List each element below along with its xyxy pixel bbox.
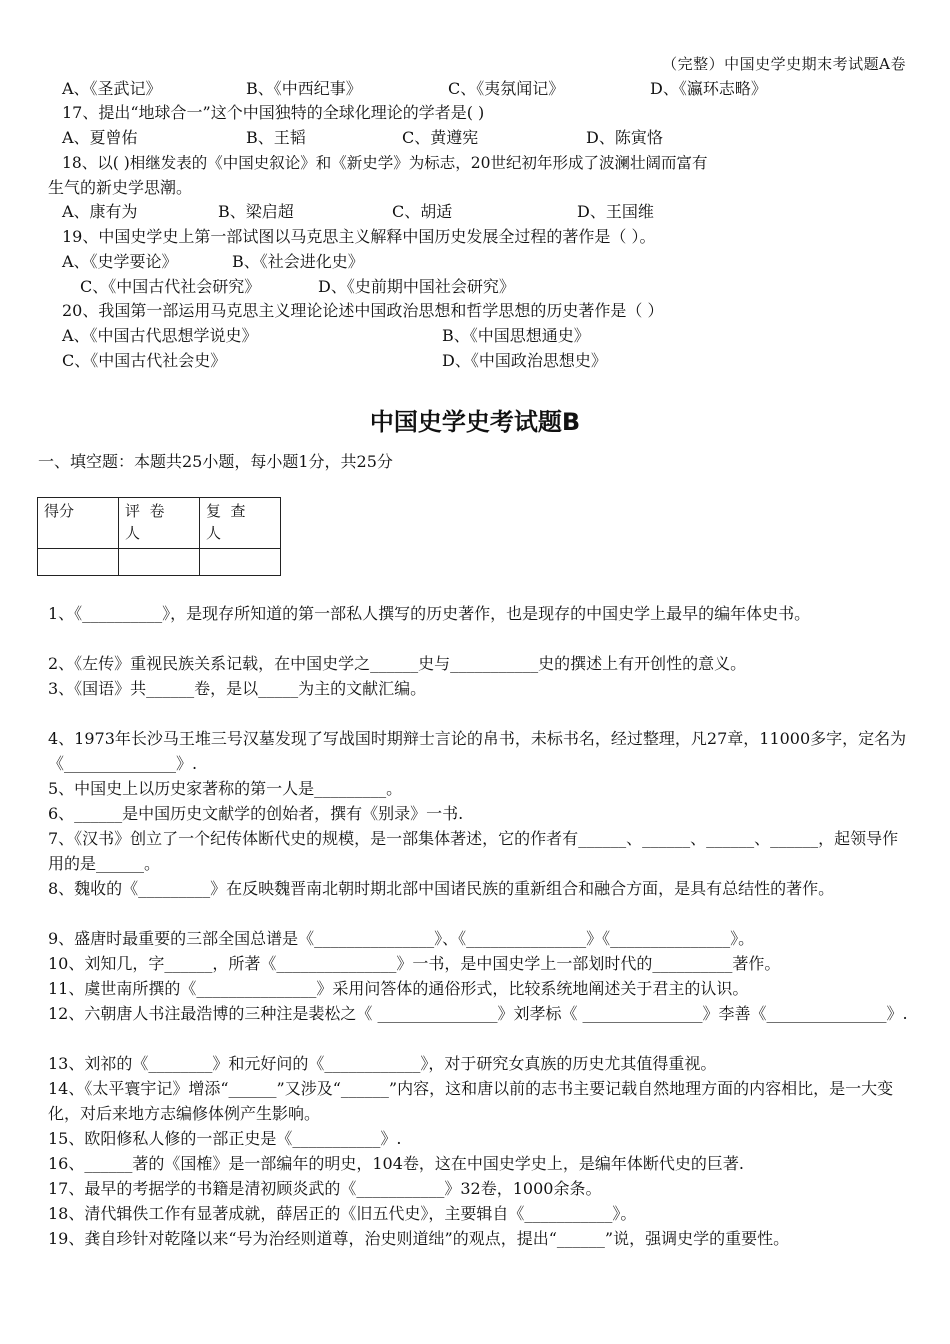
score-cell-label: 得分 — [38, 498, 119, 549]
q19-option-d: D、《史前期中国社会研究》 — [318, 277, 515, 296]
q20-option-a: A、《中国古代思想学说史》 — [62, 326, 258, 345]
q18-stem-line1: 18、以( )相继发表的《中国史叙论》和《新史学》为标志，20世纪初年形成了波澜壮阔而富有 — [62, 154, 708, 172]
fill-question-12: 12、六朝唐人书注最浩博的三种注是裴松之《 _______________》刘孝标《 _______________》李善《_______________》. — [48, 1004, 908, 1023]
q20-option-d: D、《中国政治思想史》 — [442, 351, 607, 370]
reviewer-label-line1: 复 查 — [206, 502, 246, 520]
q18-option-c: C、胡适 — [392, 202, 453, 221]
q19-option-c: C、《中国古代社会研究》 — [80, 277, 261, 296]
grader-entry-cell[interactable] — [119, 549, 200, 576]
grader-label-line2: 人 — [125, 524, 141, 542]
q17-stem: 17、提出“地球合一”这个中国独特的全球化理论的学者是( ) — [62, 103, 485, 122]
q16-option-b: B、《中西纪事》 — [246, 79, 362, 98]
score-table — [37, 497, 281, 576]
fill-question-7: 7、《汉书》创立了一个纪传体断代史的规模，是一部集体著述，它的作者有______、______、______、______，起领导作用的是______。 — [48, 829, 899, 873]
fill-question-13: 13、刘祁的《________》和元好问的《____________》，对于研究女真族的历史尤其值得重视。 — [48, 1054, 717, 1073]
q16-option-a: A、《圣武记》 — [62, 79, 162, 98]
q20-option-c: C、《中国古代社会史》 — [62, 351, 227, 370]
reviewer-entry-cell[interactable] — [200, 549, 281, 576]
grader-label-line1: 评 卷 — [125, 502, 165, 520]
q18-option-b: B、梁启超 — [218, 202, 294, 221]
q19-stem: 19、中国史学史上第一部试图以马克思主义解释中国历史发展全过程的著作是（ ）。 — [62, 227, 656, 246]
q17-option-d: D、陈寅恪 — [586, 128, 663, 147]
fill-question-9: 9、盛唐时最重要的三部全国总谱是《_______________》、《_______________》《_______________》。 — [48, 929, 755, 948]
q18-stem-line2: 生气的新史学思潮。 — [48, 178, 193, 197]
fill-question-16: 16、______著的《国榷》是一部编年的明史，104卷，这在中国史学史上，是编年体断代史的巨著. — [48, 1154, 744, 1173]
q16-option-d: D、《瀛环志略》 — [650, 79, 767, 98]
reviewer-cell-label — [200, 498, 281, 549]
fill-question-2: 2、《左传》重视民族关系记载，在中国史学之______史与___________史的撰述上有开创性的意义。 — [48, 654, 747, 673]
q20-stem: 20、我国第一部运用马克思主义理论论述中国政治思想和哲学思想的历史著作是（ ） — [62, 301, 664, 320]
q19-option-b: B、《社会进化史》 — [232, 252, 364, 271]
fill-question-19: 19、龚自珍针对乾隆以来“号为治经则道尊，治史则道绌”的观点，提出“______”说，强调史学的重要性。 — [48, 1229, 790, 1248]
q17-option-c: C、黄遵宪 — [402, 128, 479, 147]
fill-question-14: 14、《太平寰宇记》增添“______”又涉及“______”内容，这和唐以前的志书主要记载自然地理方面的内容相比，是一大变化，对后来地方志编修体例产生影响。 — [48, 1079, 894, 1123]
q18-option-a: A、康有为 — [62, 202, 138, 221]
grader-cell-label — [119, 498, 200, 549]
reviewer-label-line2: 人 — [206, 524, 222, 542]
fill-question-5: 5、中国史上以历史家著称的第一人是_________。 — [48, 779, 403, 798]
q20-option-b: B、《中国思想通史》 — [442, 326, 590, 345]
fill-question-17: 17、最早的考据学的书籍是清初顾炎武的《___________》32卷，1000余条。 — [48, 1179, 602, 1198]
q18-option-d: D、王国维 — [577, 202, 654, 221]
fill-question-1: 1、《__________》，是现存所知道的第一部私人撰写的历史著作，也是现存的中国史学上最早的编年体史书。 — [48, 604, 811, 623]
fill-question-8: 8、魏收的《_________》在反映魏晋南北朝时期北部中国诸民族的重新组合和融合方面，是具有总结性的著作。 — [48, 879, 835, 898]
fill-question-6: 6、______是中国历史文献学的创始者，撰有《别录》一书. — [48, 804, 464, 823]
section-heading: 一、填空题：本题共25小题，每小题1分，共25分 — [38, 452, 393, 471]
q19-option-a: A、《史学要论》 — [62, 252, 178, 271]
q17-option-a: A、夏曾佑 — [62, 128, 138, 147]
fill-question-15: 15、欧阳修私人修的一部正史是《___________》. — [48, 1129, 402, 1148]
fill-question-11: 11、虞世南所撰的《_______________》采用问答体的通俗形式，比较系统地阐述关于君主的认识。 — [48, 979, 749, 998]
fill-question-10: 10、刘知几，字______，所著《_______________》一书，是中国史学上一部划时代的__________著作。 — [48, 954, 781, 973]
q16-option-c: C、《夷氛闻记》 — [448, 79, 565, 98]
fill-question-4: 4、1973年长沙马王堆三号汉墓发现了写战国时期辩士言论的帛书，未标书名，经过整理，凡27章，11000多字，定名为《______________》. — [48, 729, 907, 773]
q17-option-b: B、王韬 — [246, 128, 306, 147]
score-entry-cell[interactable] — [38, 549, 119, 576]
exam-title: 中国史学史考试题B — [369, 408, 581, 436]
fill-question-3: 3、《国语》共______卷，是以_____为主的文献汇编。 — [48, 679, 427, 698]
fill-question-18: 18、清代辑佚工作有显著成就，薛居正的《旧五代史》，主要辑自《___________》。 — [48, 1204, 637, 1223]
page-header: （完整）中国史学史期末考试题A卷 — [662, 55, 906, 73]
